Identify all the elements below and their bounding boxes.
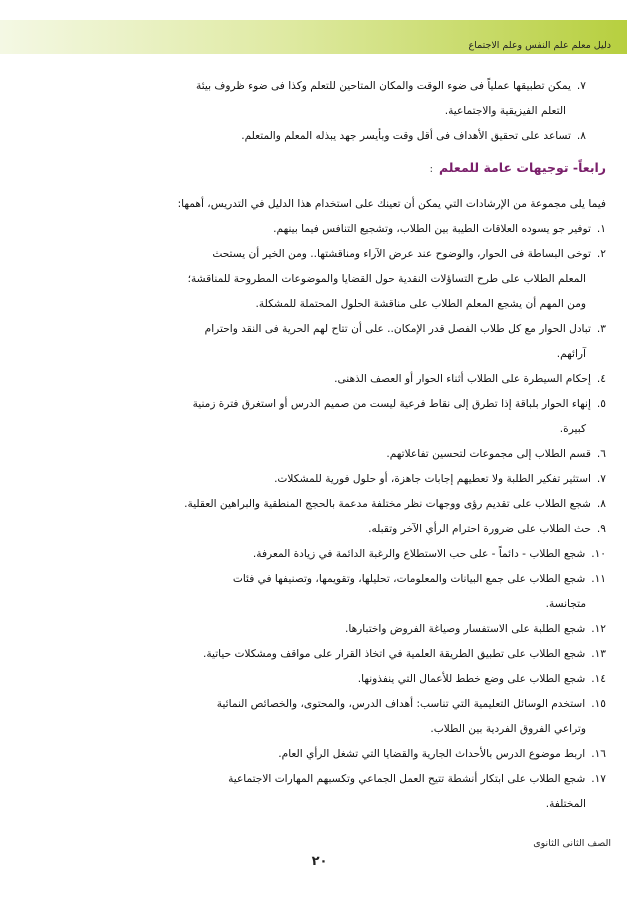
item-line (28, 567, 606, 592)
list-item (28, 217, 606, 242)
list-item (28, 367, 606, 392)
item-text: شجع الطلاب على تطبيق الطريقة العلمية في اتخاذ القرار على مواقف ومشكلات حياتية. (202, 648, 586, 660)
item-number: ١٧. (591, 773, 606, 785)
item-text: شجع الطلبة على الاستفسار وصياغة الفروض واختبارها. (344, 623, 586, 635)
item-line (28, 217, 606, 242)
list-item (28, 742, 606, 767)
list-item (28, 392, 606, 442)
item-line (28, 367, 606, 392)
item-text: المختلفة. (545, 798, 586, 810)
list-item (28, 442, 606, 467)
item-line (28, 492, 606, 517)
item-text: التعلم الفيزيقية والاجتماعية. (444, 105, 566, 117)
item-text: اربط موضوع الدرس بالأحداث الجارية والقضايا التي تشغل الرأي العام. (278, 748, 586, 760)
item-text: قسم الطلاب إلى مجموعات لتحسين تفاعلاتهم. (386, 448, 591, 460)
item-continuation-line (28, 792, 606, 817)
item-line (28, 317, 606, 342)
item-number: ٧. (576, 80, 586, 92)
item-text: ومن المهم أن يشجع المعلم الطلاب على مناقشة الحلول المحتملة للمشكلة. (255, 298, 586, 310)
list-item (28, 317, 606, 367)
footer-grade: الصف الثانى الثانوى (533, 838, 611, 849)
list-item (28, 74, 606, 124)
item-continuation-line (28, 417, 606, 442)
item-text: إحكام السيطرة على الطلاب أثناء الحوار أو العصف الذهنى. (334, 373, 591, 385)
item-continuation-line (28, 99, 586, 124)
item-text: تبادل الحوار مع كل طلاب الفصل قدر الإمكان.. على أن تتاح لهم الحرية فى النقد واحترام (204, 323, 591, 335)
item-text: شجع الطلاب على تقديم رؤى ووجهات نظر مختلفة مدعمة بالحجج المنطقية والبراهين العقلية. (184, 498, 591, 510)
item-text: توفير جو يسوده العلاقات الطيبة بين الطلاب، وتشجيع التنافس فيما بينهم. (273, 223, 591, 235)
item-continuation-line (28, 292, 606, 317)
item-text: المعلم الطلاب على طرح التساؤلات النقدية حول القضايا والموضوعات المطروحة للمناقشة؛ (187, 273, 586, 285)
item-number: ٣. (596, 323, 606, 335)
item-number: ١٣. (591, 648, 606, 660)
page-number: ٢٠ (311, 854, 328, 869)
section-title-text: رابعاً- توجيهات عامة للمعلم (438, 160, 606, 175)
item-continuation-line (28, 592, 606, 617)
list-item (28, 692, 606, 742)
item-number: ١٤. (591, 673, 606, 685)
item-line (28, 467, 606, 492)
item-text: متجانسة. (545, 598, 586, 610)
item-line (28, 617, 606, 642)
list-item (28, 567, 606, 617)
list-item (28, 642, 606, 667)
item-number: ٢. (596, 248, 606, 260)
list-item (28, 124, 606, 149)
list-item (28, 242, 606, 317)
item-number: ١٥. (591, 698, 606, 710)
item-text: استخدم الوسائل التعليمية التي تناسب: أهداف الدرس، والمحتوى، والخصائص النمائية (216, 698, 586, 710)
item-number: ٧. (596, 473, 606, 485)
item-line (28, 692, 606, 717)
item-text: توخى البساطة فى الحوار، والوضوح عند عرض الآراء ومناقشتها.. ومن الخير أن يستحث (212, 248, 591, 260)
guidelines-list (28, 217, 606, 817)
page-content (28, 74, 606, 817)
item-number: ٩. (596, 523, 606, 535)
item-number: ١١. (591, 573, 606, 585)
item-number: ٨. (576, 130, 586, 142)
item-line (28, 667, 606, 692)
item-number: ٦. (596, 448, 606, 460)
top-items-list (28, 74, 606, 149)
item-number: ١٠. (591, 548, 606, 560)
item-number: ٤. (596, 373, 606, 385)
list-item (28, 617, 606, 642)
item-continuation-line (28, 342, 606, 367)
item-number: ١٦. (591, 748, 606, 760)
list-item (28, 517, 606, 542)
item-continuation-line (28, 267, 606, 292)
item-text: شجع الطلاب على جمع البيانات والمعلومات، تحليلها، وتقويمها، وتصنيفها في فئات (232, 573, 586, 585)
item-text: شجع الطلاب - دائماً - على حب الاستطلاع والرغبة الدائمة في زيادة المعرفة. (252, 548, 586, 560)
item-number: ٨. (596, 498, 606, 510)
section-title (28, 155, 606, 182)
item-number: ١٢. (591, 623, 606, 635)
item-text: حث الطلاب على ضرورة احترام الرأي الآخر وتقبله. (368, 523, 591, 535)
item-line (28, 442, 606, 467)
item-text: إنهاء الحوار بلباقة إذا تطرق إلى نقاط فرعية ليست من صميم الدرس أو استغرق فترة زمنية (192, 398, 591, 410)
item-line (28, 642, 606, 667)
item-text: استثير تفكير الطلبة ولا تعطيهم إجابات جاهزة، أو حلول فورية للمشكلات. (274, 473, 591, 485)
item-text: وتراعي الفروق الفردية بين الطلاب. (430, 723, 586, 735)
list-item (28, 467, 606, 492)
list-item (28, 767, 606, 817)
item-line (28, 517, 606, 542)
list-item (28, 667, 606, 692)
item-text: يمكن تطبيقها عملياً فى ضوء الوقت والمكان المتاحين للتعلم وكذا فى ضوء ظروف بيئة (196, 80, 571, 92)
list-item (28, 492, 606, 517)
item-number: ٥. (596, 398, 606, 410)
item-text: آرائهم. (556, 348, 586, 360)
intro-paragraph: فيما يلى مجموعة من الإرشادات التي يمكن أن تعينك على استخدام هذا الدليل في التدريس، أهمها: (177, 198, 606, 210)
header-title: دليل معلم علم النفس وعلم الاجتماع (468, 40, 611, 51)
item-line (28, 74, 586, 99)
list-item (28, 542, 606, 567)
item-line (28, 392, 606, 417)
item-line (28, 767, 606, 792)
item-text: كبيرة. (559, 423, 586, 435)
item-line (28, 742, 606, 767)
item-line (28, 124, 586, 149)
section-title-colon: : (429, 164, 433, 175)
item-line (28, 542, 606, 567)
item-line (28, 242, 606, 267)
item-number: ١. (596, 223, 606, 235)
item-text: شجع الطلاب على ابتكار أنشطة تتيح العمل الجماعي وتكسبهم المهارات الاجتماعية (228, 773, 586, 785)
item-continuation-line (28, 717, 606, 742)
item-text: شجع الطلاب على وضع خطط للأعمال التي ينفذونها. (357, 673, 586, 685)
item-text: تساعد على تحقيق الأهداف فى أقل وقت وبأيسر جهد يبذله المعلم والمتعلم. (241, 130, 571, 142)
